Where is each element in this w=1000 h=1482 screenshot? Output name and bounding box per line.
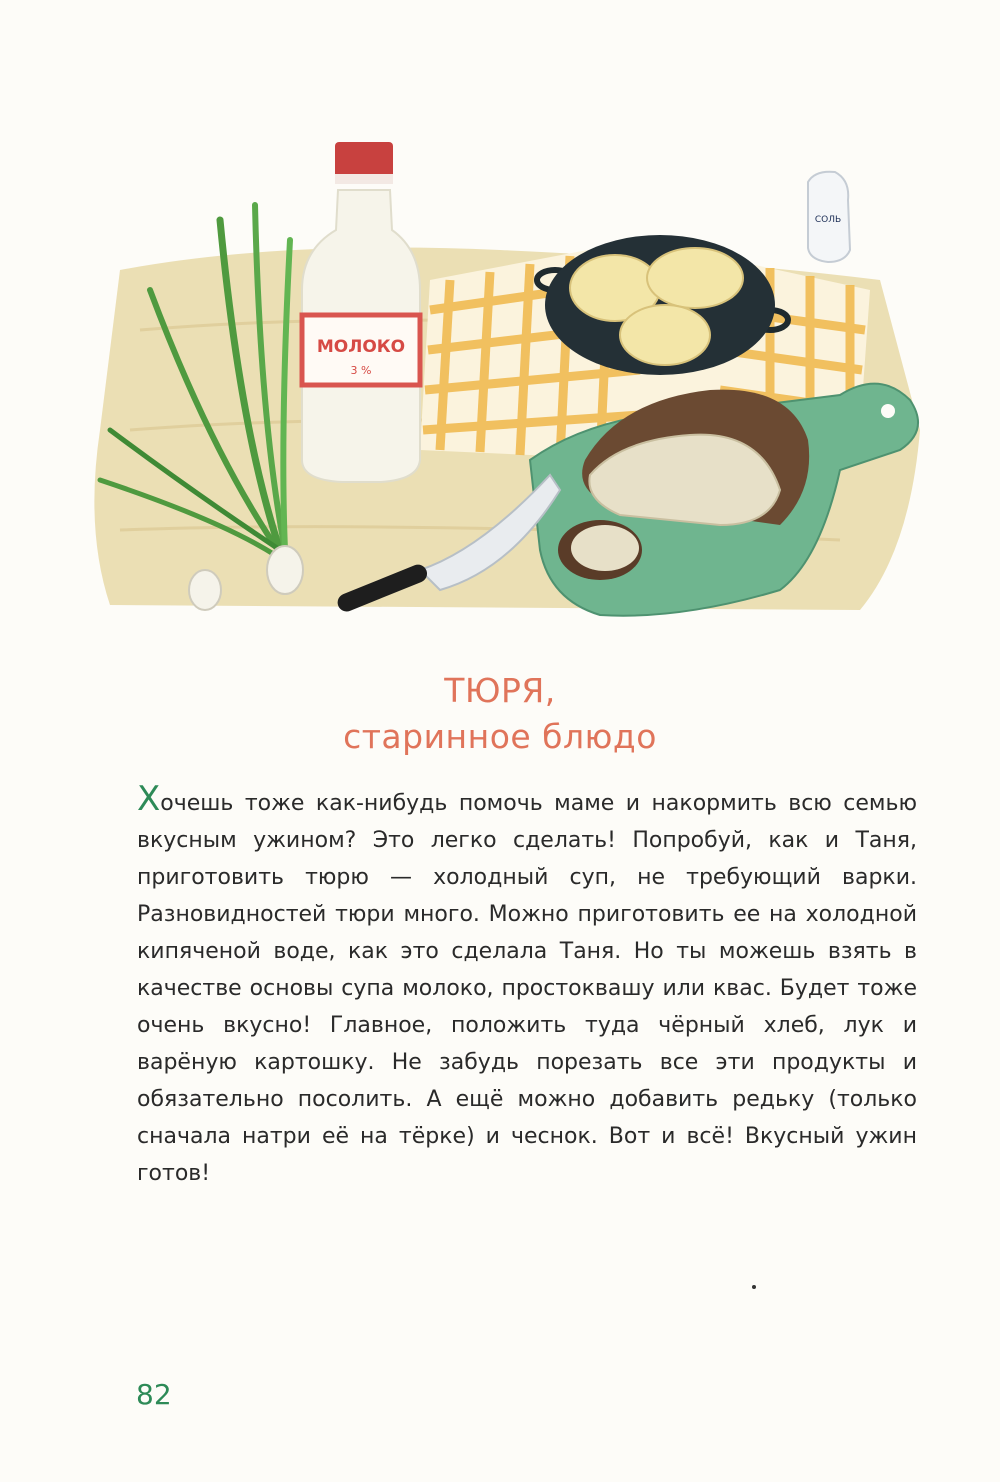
title-line-1: ТЮРЯ, xyxy=(444,671,556,710)
food-illustration xyxy=(80,130,960,630)
milk-bottle xyxy=(302,142,420,482)
salt-label: СОЛЬ xyxy=(814,215,842,225)
drop-cap: Х xyxy=(137,779,161,819)
title-line-2: старинное блюдо xyxy=(343,717,657,756)
potato xyxy=(647,248,743,308)
decorative-dot xyxy=(752,1285,756,1289)
salt-shaker xyxy=(808,172,850,262)
body-paragraph xyxy=(137,779,917,1192)
body-text: очешь тоже как-нибудь помочь маме и накормить всю семью вкусным ужином? Это легко сделать! Попробуй, как и Таня, приготовить тюрю — холодный суп, не требующий варки. Разновидностей тюри много. Можно приготовить ее на холодной кипяченой воде, как это сделала Таня. Но ты можешь взять в качестве основы супа молоко, простоквашу или квас. Будет тоже очень вкусно! Главное, положить туда чёрный хлеб, лук и варёную картошку. Не забудь порезать все эти продукты и обязательно посолить. А ещё можно добавить редьку (только сначала натри её на тёрке) и чеснок. Вот и всё! Вкусный ужин готов! xyxy=(137,791,917,1186)
recipe-title xyxy=(0,668,1000,760)
potato xyxy=(620,305,710,365)
milk-label: МОЛОКО xyxy=(316,337,406,357)
bread-slice xyxy=(558,520,642,580)
page-number: 82 xyxy=(136,1378,172,1411)
milk-percent: 3 % xyxy=(350,364,372,377)
